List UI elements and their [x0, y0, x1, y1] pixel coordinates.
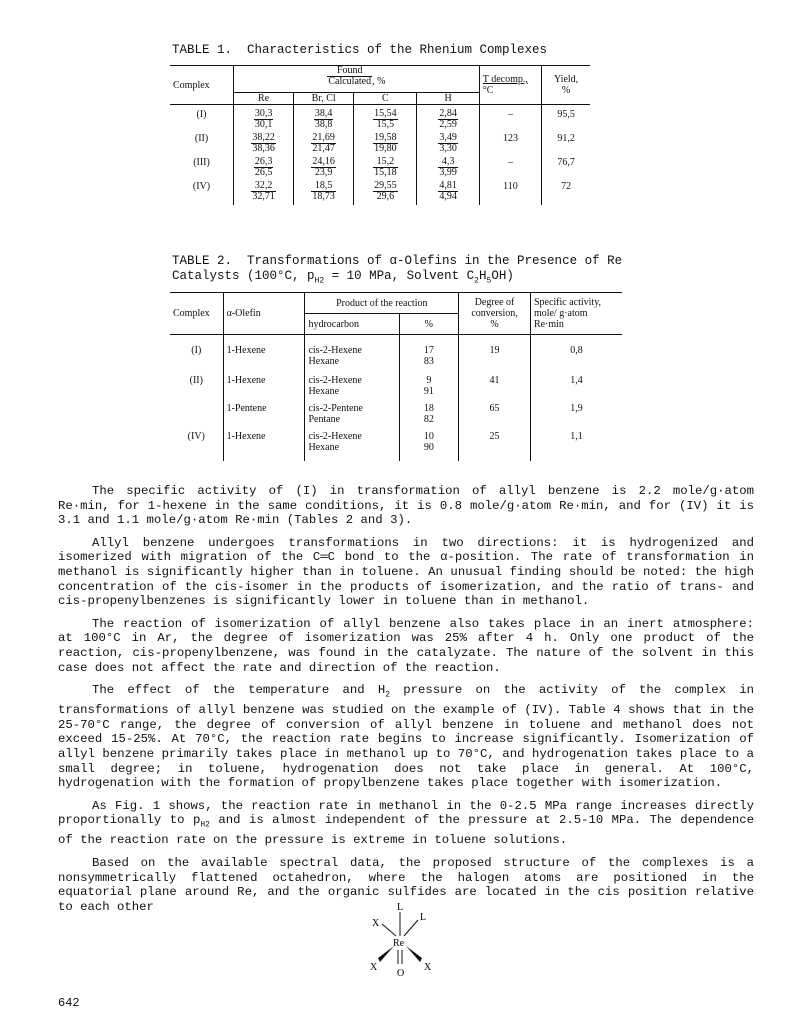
paragraph-1: The specific activity of (I) in transformation of allyl benzene is 2.2 mole/g·atom Re·min, for 1-hexene in the same conditions, it is 0.8 mole/g·atom Re·min, and for (IV) it is 3.1 and 1.1 mole/g·atom Re·min (Tables 2 and 3). [58, 484, 754, 528]
paragraph-4: The effect of the temperature and $H_2$ pressure on the activity of the complex in transformations of allyl benzene was studied on the example of (IV). Table 4 shows that in the 25-70°C range, the degree of conversion of allyl benzene in toluene and methanol does not exceed 15-25%. At 70°C, the reaction rate begins to increase significantly. Isomerization of allyl benzene primarily takes place in methanol up to 70°C, and hydrogenation takes place to a small degree; in toluene, hydrogenation does not take place in general. At 100°C, hydrogenation with the formation of propylbenzene takes place together with isomerization. [58, 683, 754, 791]
t1-row: (I) $\frac{30,3}{30,1}$ $\frac{38,4}{38,8}$ $\frac{15,54}{15,5}$ $\frac{2,84}{2,59}$ – 95,5 [170, 109, 590, 133]
table2-caption-line1: TABLE 2. Transformations of α-Olefins in the Presence of Re [172, 254, 623, 268]
paragraph-3: The reaction of isomerization of allyl benzene also takes place in an inert atmosphere: at 100°C in Ar, the degree of isomerization was 25% after 4 h. Only one product of the reaction, cis-propenylbenzene, was found in the catalyzate. The nature of the solvent in this case does not affect the rate and direction of the reaction. [58, 616, 754, 675]
ligand-upper-right: L [420, 912, 427, 923]
paragraph-2: Allyl benzene undergoes transformations in two directions: it is hydrogenized and isomerized with migration of the C═C bond to the α-position. The rate of transformation in methanol is significantly higher than in toluene. An unusual finding should be noted: the high concentration of the cis-isomer in the products of isomerization, and the ratio of trans- and cis-propenylbenzenes is significantly lower in toluene than in methanol. [58, 535, 754, 609]
page-number: 642 [58, 996, 80, 1010]
table1 [170, 65, 590, 205]
t2-header-olefin: α-Olefin [223, 293, 305, 335]
t1-col-c: C [354, 93, 417, 105]
t2-header-percent: % [399, 314, 459, 335]
ligand-lower-left: X [370, 962, 378, 973]
t2-header-product: Product of the reaction [305, 293, 459, 314]
t1-header-tdecomp: T decomp., °C [479, 66, 541, 105]
t1-row: (III) $\frac{26,3}{26,5}$ $\frac{24,16}{23,9}$ $\frac{15,2}{15,18}$ $\frac{4,3}{3,99}$ – 76,7 [170, 157, 590, 181]
paragraph-6: Based on the available spectral data, the proposed structure of the complexes is a nonsymmetrically flattened octahedron, where the halogen atoms are positioned in the equatorial plane around Re, and the organic sulfides are located in the cis position relative to each other [58, 855, 754, 914]
ligand-upper-left: X [372, 918, 380, 929]
ligand-lower-right: X [424, 962, 432, 973]
t2-row: (I) 1-Hexene cis-2-Hexene Hexane 17 83 19 0,8 [170, 345, 622, 375]
t2-row: (II) 1-Hexene cis-2-Hexene Hexane 9 91 41 1,4 [170, 375, 622, 403]
t1-row: (IV) $\frac{32,2}{32,71}$ $\frac{18,5}{18,73}$ $\frac{29,55}{29,6}$ $\frac{4,81}{4,94}$ 110 72 [170, 181, 590, 205]
paragraph-5: As Fig. 1 shows, the reaction rate in methanol in the 0-2.5 MPa range increases directly proportionally to $p_{H2}$ and is almost independent of the pressure at 2.5-10 MPa. The dependence of the reaction rate on the pressure is extreme in toluene solutions. [58, 798, 755, 848]
t2-row: 1-Pentene cis-2-Pentene Pentane 18 82 65 1,9 [170, 403, 622, 431]
table2 [170, 292, 622, 461]
t2-header-hydrocarbon: hydrocarbon [305, 314, 399, 335]
t2-header-complex: Complex [173, 308, 210, 319]
t1-row: (II) $\frac{38,22}{38,36}$ $\frac{21,69}{21,47}$ $\frac{19,58}{19,80}$ $\frac{3,49}{3,30}$ 123 91,2 [170, 133, 590, 157]
ligand-bottom: O [397, 968, 405, 979]
t1-col-h: H [417, 93, 479, 105]
ligand-top: L [397, 902, 404, 913]
t1-col-re: Re [234, 93, 294, 105]
t1-header-yield: Yield, % [542, 66, 590, 105]
table1-caption: TABLE 1. Characteristics of the Rhenium Complexes [172, 43, 548, 57]
octahedral-structure-diagram [360, 898, 450, 988]
body-text [58, 484, 754, 914]
rhenium-center: Re [393, 938, 405, 949]
t1-col-brcl: Br, Cl [294, 93, 354, 105]
t2-row: (IV) 1-Hexene cis-2-Hexene Hexane 10 90 25 1,1 [170, 431, 622, 461]
table2-caption-line2: Catalysts (100°C, $p_{H2} = 10$ MPa, Solvent $C_2H_5OH$) [172, 269, 514, 286]
t1-header-found-calc: $\frac{\text{Found}}{\text{Calculated}}$ , % [234, 66, 480, 93]
t1-header-complex: Complex [173, 79, 210, 91]
t2-header-degree: Degree of conversion, % [459, 293, 531, 335]
t2-header-activity: Specific activity, mole/ g·atom Re·min [530, 293, 622, 335]
